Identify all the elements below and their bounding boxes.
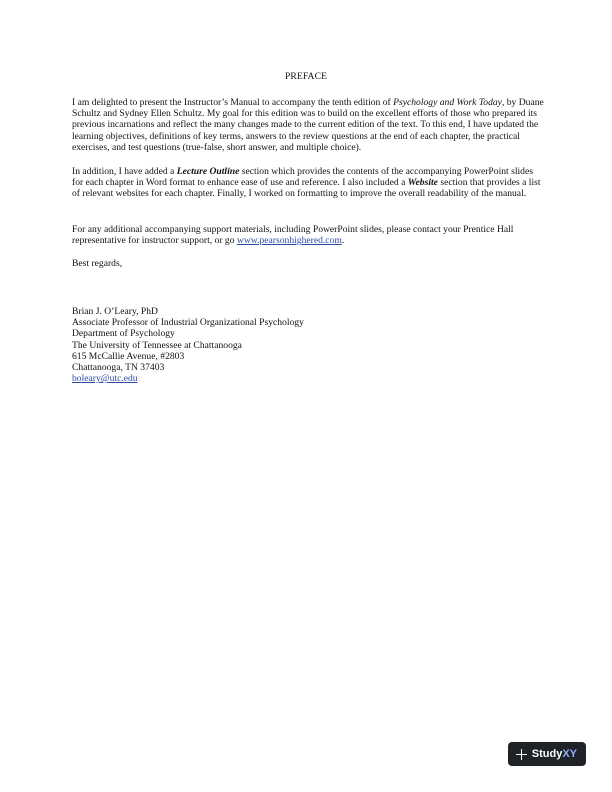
signature-department: Department of Psychology <box>72 328 175 340</box>
studyxy-brand-accent: XY <box>562 748 577 760</box>
pearson-website-link[interactable]: www.pearsonhighered.com <box>236 235 342 247</box>
signature-email-link[interactable]: boleary@utc.edu <box>72 373 138 385</box>
paragraph-additions-text-3: section that provides a list of relevant websites for each chapter. Finally, I worked on formatting to improve the overall readability of the manual. <box>72 177 541 200</box>
signature-university: The University of Tennessee at Chattanooga <box>72 339 242 351</box>
signature-name: Brian J. O’Leary, PhD <box>72 306 158 317</box>
website-term: Website <box>407 177 438 189</box>
page-title: PREFACE <box>284 71 328 82</box>
paragraph-additions-text-1: In addition, I have added a <box>72 166 177 177</box>
paragraph-support-text-2: . <box>341 235 345 247</box>
closing-salutation <box>72 258 544 269</box>
paragraph-intro-text-1: I am delighted to present the Instructor’s Manual to accompany the tenth edition of <box>72 97 394 108</box>
paragraph-additions <box>72 166 544 200</box>
studyxy-brand <box>532 748 577 760</box>
signature-address-street: 615 McCallie Avenue, #2803 <box>72 350 185 362</box>
signature-block <box>72 306 544 384</box>
studyxy-watermark-badge[interactable] <box>508 742 586 766</box>
signature-position: Associate Professor of Industrial Organizational Psychology <box>72 317 304 329</box>
paragraph-support-text-1: For any additional accompanying support materials, including PowerPoint slides, please contact your Prentice Hall representative for instructor support, or go <box>72 224 514 247</box>
signature-address-city: Chattanooga, TN 37403 <box>72 362 165 374</box>
closing-text: Best regards, <box>72 258 123 269</box>
book-title: Psychology and Work Today <box>393 97 502 108</box>
paragraph-intro-text-2: , by Duane Schultz and Sydney Ellen Schultz. My goal for this edition was to build on the excellent efforts of those who prepared its previous incarnations and reflect the many changes made to the current edition of the text. To this end, I have updated the learning objectives, definitions of key terms, answers to the review questions at the end of each chapter, the practical exercises, and test questions (true-false, short answer, and multiple choice). <box>72 97 544 153</box>
paragraph-intro <box>72 97 544 153</box>
plus-icon <box>516 749 527 760</box>
lecture-outline-term: Lecture Outline <box>176 166 240 177</box>
studyxy-brand-main: Study <box>531 748 563 760</box>
paragraph-support <box>72 224 544 246</box>
paragraph-additions-text-2: section which provides the contents of the accompanying PowerPoint slides for each chapter in Word format to enhance ease of use and reference. I also included a <box>72 166 533 189</box>
